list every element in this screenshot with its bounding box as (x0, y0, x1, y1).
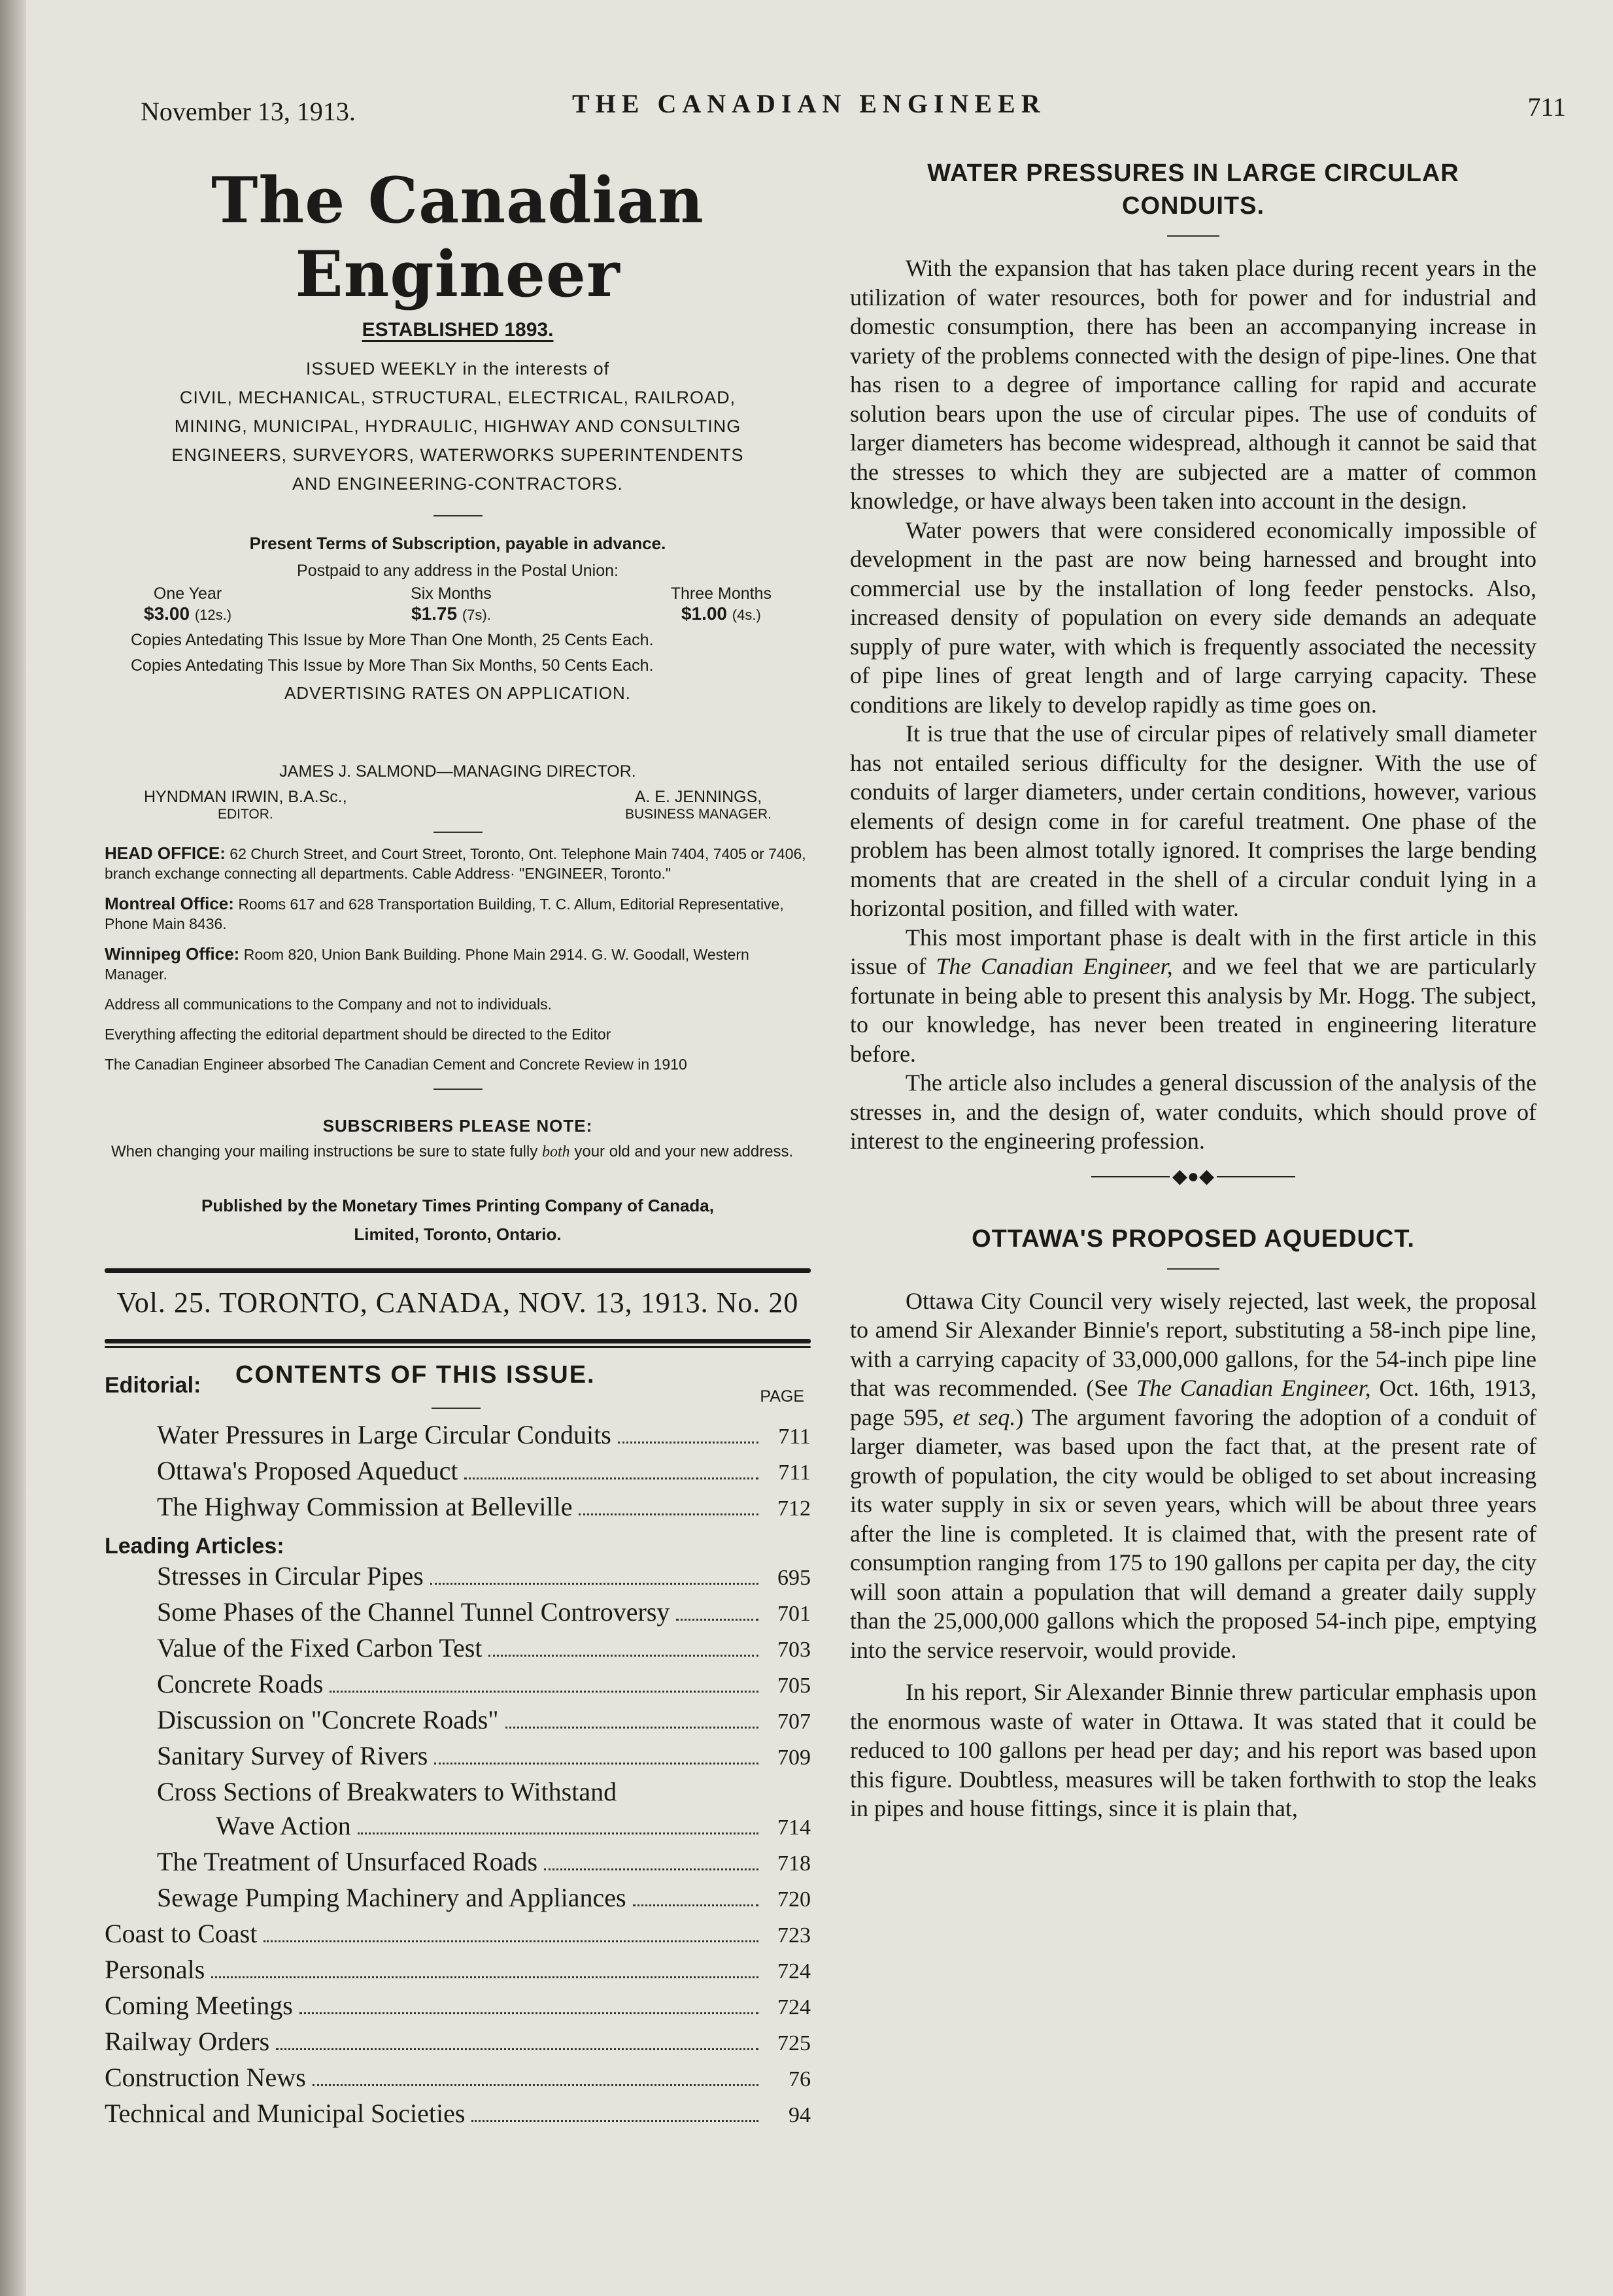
toc-entry[interactable]: Some Phases of the Channel Tunnel Controversy 701 (157, 1597, 811, 1627)
subscription-terms (105, 584, 811, 624)
editor: HYNDMAN IRWIN, B.A.Sc., EDITOR. (144, 788, 347, 822)
antedate-one-month: Copies Antedating This Issue by More Than One Month, 25 Cents Each. (131, 631, 654, 649)
divider (433, 832, 483, 833)
established-line: ESTABLISHED 1893. (362, 319, 554, 341)
managing-director: JAMES J. SALMOND—MANAGING DIRECTOR. (279, 762, 636, 781)
toc-entry[interactable]: Coast to Coast 723 (105, 1919, 811, 1948)
issue-date: November 13, 1913. (141, 97, 356, 126)
page-gutter-shadow (0, 0, 26, 2296)
term-six-months: Six Months $1.75 (7s). (411, 584, 492, 624)
article-paragraph: Water powers that were considered economically impossible of development in the past are now being harnessed and brought into commercial use by the installation of long feeder penstocks. Also, increased density of population on every side demands an adequate supply of pure water, with which is frequently associated the necessity of pipe lines of great length and of large carrying capacity. These conditions are likely to develop rapidly as time goes on. (850, 516, 1537, 718)
term-one-year: One Year $3.00 (12s.) (144, 584, 232, 624)
article-paragraph: In his report, Sir Alexander Binnie threw particular emphasis upon the enormous waste of water in Ottawa. It was stated that it could be reduced to 100 gallons per head per day; and his report was based upon this figure. Doubtless, measures will be taken forthwith to stop the leaks in pipes and house fittings, since it is plain that, (850, 1679, 1537, 1821)
offices-block (105, 843, 811, 1074)
winnipeg-office: Winnipeg Office: Room 820, Union Bank Building. Phone Main 2914. G. W. Goodall, Western Manager. (105, 944, 749, 983)
term-three-months: Three Months $1.00 (4s.) (670, 584, 772, 624)
divider (433, 515, 483, 516)
toc-entry-breakwaters[interactable]: Wave Action 714 (216, 1811, 811, 1840)
divider (432, 1408, 481, 1409)
montreal-office: Montreal Office: Rooms 617 and 628 Transportation Building, T. C. Allum, Editorial Representative, Phone Main 8436. (105, 894, 784, 932)
right-column (850, 157, 1537, 1823)
volume-rule-thin (105, 1346, 811, 1348)
toc-entry[interactable]: The Highway Commission at Belleville 712 (157, 1492, 811, 1521)
toc-entry[interactable]: Water Pressures in Large Circular Conduits 711 (157, 1420, 811, 1449)
toc-entry[interactable]: Concrete Roads 705 (157, 1669, 811, 1698)
article-paragraph: This most important phase is dealt with in the first article in this issue of The Canadian Engineer, and we feel that we are particularly fortunate in being able to present this analysis by Mr. Hogg. The subject, to our knowledge, has never been treated in engineering literature before. (850, 924, 1537, 1067)
issued-block: ISSUED WEEKLY in the interests of CIVIL, MECHANICAL, STRUCTURAL, ELECTRICAL, RAILROAD, MINING, MUNICIPAL, HYDRAULIC, HIGHWAY AND CONSULTING ENGINEERS, SURVEYORS, WATERWORKS SUPERINTENDENTS AND ENGINEERING-CONTRACTORS. (171, 359, 744, 494)
antedate-six-months: Copies Antedating This Issue by More Than Six Months, 50 Cents Each. (131, 656, 654, 675)
toc-entry[interactable]: The Treatment of Unsurfaced Roads 718 (157, 1847, 811, 1876)
toc-entry[interactable]: Coming Meetings 724 (105, 1991, 811, 2020)
divider (433, 1089, 483, 1090)
toc-entry[interactable]: Ottawa's Proposed Aqueduct 711 (157, 1456, 811, 1485)
masthead-title: The Canadian Engineer (211, 163, 704, 311)
address-note: Address all communications to the Company and not to individuals. (105, 996, 552, 1013)
running-head (141, 88, 1566, 127)
article-title-ottawa-aqueduct: OTTAWA'S PROPOSED AQUEDUCT. (972, 1224, 1415, 1253)
toc-editorial-label: Editorial: (105, 1373, 201, 1398)
business-manager: A. E. JENNINGS, BUSINESS MANAGER. (624, 788, 772, 822)
absorbed-note: The Canadian Engineer absorbed The Canadian Cement and Concrete Review in 1910 (105, 1056, 687, 1073)
journal-title: THE CANADIAN ENGINEER (572, 89, 1046, 118)
toc-page-label: PAGE (760, 1387, 804, 1406)
page-number: 711 (1527, 92, 1566, 122)
toc-entry[interactable]: Sewage Pumping Machinery and Appliances 720 (157, 1883, 811, 1912)
volume-rule-bottom (105, 1339, 811, 1343)
volume-line: Vol. 25. TORONTO, CANADA, NOV. 13, 1913. No. 20 (116, 1287, 799, 1319)
toc-entry[interactable]: Stresses in Circular Pipes 695 (157, 1561, 811, 1591)
toc-entry-breakwaters-title[interactable]: Cross Sections of Breakwaters to Withstand (157, 1777, 617, 1806)
article-paragraph: It is true that the use of circular pipes of relatively small diameter has not entailed serious difficulty for the designer. With the use of conduits of larger diameters, under certain conditions, however, various elements of design come in for careful treatment. One phase of the problem has been almost totally ignored. It comprises the large bending moments that are created in the shell of a circular conduit lying in a horizontal position, and filled with water. (850, 720, 1537, 921)
head-office: HEAD OFFICE: 62 Church Street, and Court Street, Toronto, Ont. Telephone Main 7404, 7405 or 7406, branch exchange connecting all departments. Cable Address· "ENGINEER, Toronto." (105, 843, 806, 882)
article-paragraph: The article also includes a general discussion of the analysis of the stresses in, and the design of, water conduits, which should prove of interest to the engineering profession. (850, 1070, 1537, 1154)
left-column (105, 157, 811, 2133)
toc-entry[interactable]: Railway Orders 725 (105, 2027, 811, 2056)
article-paragraph: With the expansion that has taken place during recent years in the utilization of water resources, both for power and for industrial and domestic consumption, there has been an accompanying increase in variety of the problems connected with the design of pipe-lines. One that has risen to a degree of importance calling for rapid and accurate solution bears upon the use of circular pipes. The use of conduits of larger diameters has become widespread, although it cannot be said that the stresses to which they are subjected are a matter of common knowledge, or have always been taken into account in the design. (850, 255, 1537, 514)
terms-heading: Present Terms of Subscription, payable in advance. (249, 533, 666, 553)
volume-rule-top (105, 1268, 811, 1273)
staff-block (105, 762, 811, 822)
toc-entry[interactable]: Personals 724 (105, 1955, 811, 1984)
toc-entry[interactable]: Technical and Municipal Societies 94 (105, 2099, 811, 2128)
toc-entry[interactable]: Construction News 76 (105, 2063, 811, 2092)
subscribers-heading: SUBSCRIBERS PLEASE NOTE: (322, 1116, 593, 1136)
toc-title: CONTENTS OF THIS ISSUE. (235, 1361, 596, 1389)
toc-leading-label: Leading Articles: (105, 1534, 284, 1559)
toc-entry[interactable]: Sanitary Survey of Rivers 709 (157, 1741, 811, 1770)
table-of-contents (105, 1361, 811, 2133)
postpaid-line: Postpaid to any address in the Postal Union: (297, 562, 619, 580)
advertising-line: ADVERTISING RATES ON APPLICATION. (284, 683, 631, 703)
toc-entry[interactable]: Discussion on "Concrete Roads" 707 (157, 1705, 811, 1734)
subscribers-note: When changing your mailing instructions be sure to state fully both your old and your new address. (111, 1143, 794, 1160)
article-title-water-pressures: WATER PRESSURES IN LARGE CIRCULAR CONDUITS. (927, 160, 1459, 220)
divider (1167, 235, 1219, 237)
toc-entry[interactable]: Value of the Fixed Carbon Test 703 (157, 1633, 811, 1663)
publisher-line: Published by the Monetary Times Printing Company of Canada, Limited, Toronto, Ontario. (201, 1196, 714, 1244)
article-paragraph: Ottawa City Council very wisely rejected, last week, the proposal to amend Sir Alexander Binnie's report, substituting a 58-inch pipe line, with a carrying capacity of 33,000,000 gallons, for the 54-inch pipe line that was recommended. (See The Canadian Engineer, Oct. 16th, 1913, page 595, et seq.) The argument favoring the adoption of a conduit of larger diameter, was based upon the fact that, at the present rate of growth of population, the city would be obliged to set about increasing its water supply in six or seven years, which will be about three years after the line is completed. It is claimed that, with the present rate of consumption ranging from 175 to 190 gallons per capita per day, the city will soon attain a population that will demand a greater daily supply than the 25,000,000 gallons which the proposed 54-inch pipe, emptying into the service reservoir, would provide. (850, 1287, 1537, 1663)
editorial-note: Everything affecting the editorial department should be directed to the Editor (105, 1026, 611, 1043)
divider (1167, 1268, 1219, 1270)
section-ornament: ◆●◆ (850, 1170, 1537, 1183)
